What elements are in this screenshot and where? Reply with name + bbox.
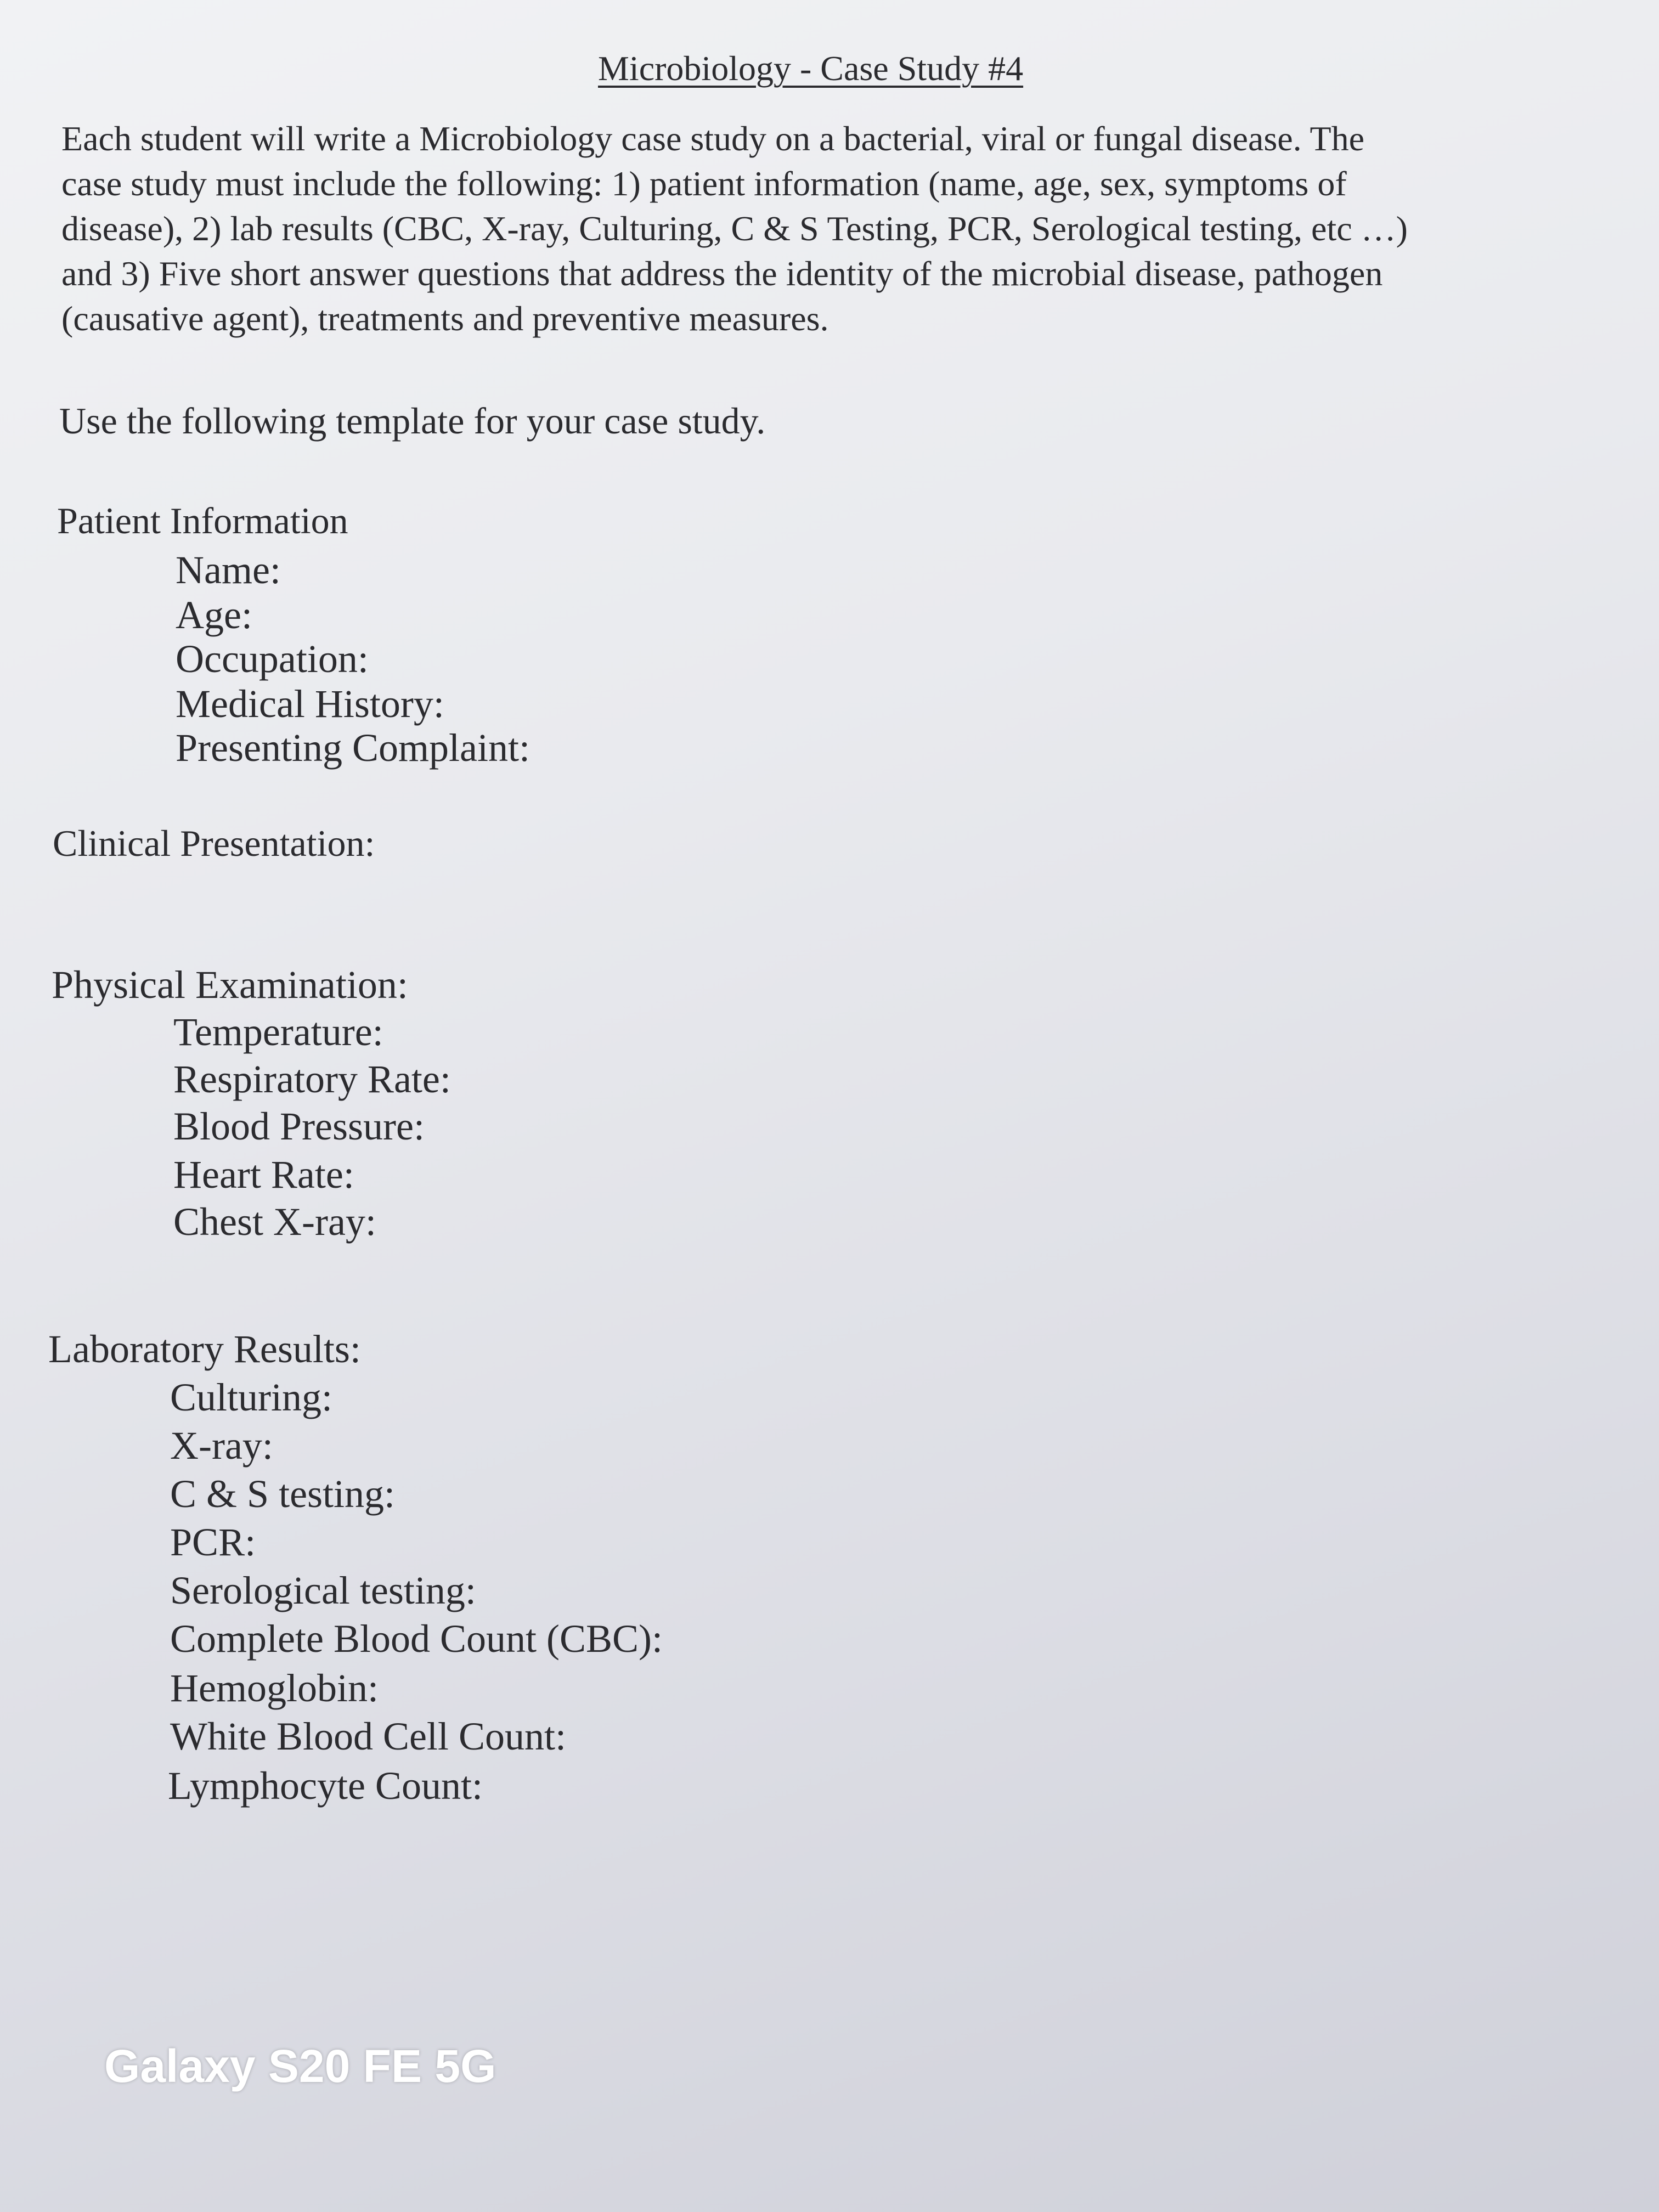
lab-results-heading: Laboratory Results:	[48, 1327, 361, 1371]
patient-medical-history-label: Medical History:	[176, 682, 444, 726]
intro-line: case study must include the following: 1) patient information (name, age, sex, symptoms of	[61, 164, 1347, 203]
respiratory-rate-label: Respiratory Rate:	[173, 1057, 451, 1101]
template-note: Use the following template for your case study.	[59, 400, 766, 442]
chest-xray-label: Chest X-ray:	[173, 1200, 376, 1244]
patient-age-label: Age:	[176, 593, 252, 637]
wbc-count-label: White Blood Cell Count:	[170, 1714, 566, 1758]
patient-name-label: Name:	[176, 548, 281, 592]
intro-paragraph	[61, 116, 1587, 341]
cbc-label: Complete Blood Count (CBC):	[170, 1617, 663, 1661]
camera-watermark: Galaxy S20 FE 5G	[104, 2040, 496, 2092]
heart-rate-label: Heart Rate:	[173, 1153, 354, 1197]
document-title: Microbiology - Case Study #4	[598, 49, 1024, 88]
intro-line: Each student will write a Microbiology case study on a bacterial, viral or fungal disease. The	[61, 119, 1364, 158]
xray-label: X-ray:	[170, 1424, 273, 1468]
hemoglobin-label: Hemoglobin:	[170, 1666, 379, 1710]
pcr-label: PCR:	[170, 1520, 256, 1564]
culturing-label: Culturing:	[170, 1375, 333, 1419]
intro-line: (causative agent), treatments and preventive measures.	[61, 299, 829, 338]
blood-pressure-label: Blood Pressure:	[173, 1104, 425, 1148]
intro-line: and 3) Five short answer questions that address the identity of the microbial disease, pathogen	[61, 254, 1383, 293]
clinical-presentation-heading: Clinical Presentation:	[53, 822, 375, 864]
cs-testing-label: C & S testing:	[170, 1472, 396, 1516]
patient-occupation-label: Occupation:	[176, 637, 369, 681]
patient-info-heading: Patient Information	[57, 500, 348, 541]
patient-presenting-complaint-label: Presenting Complaint:	[176, 726, 530, 770]
physical-exam-heading: Physical Examination:	[52, 963, 408, 1007]
lymphocyte-count-label: Lymphocyte Count:	[168, 1764, 483, 1808]
temperature-label: Temperature:	[173, 1010, 383, 1054]
intro-line: disease), 2) lab results (CBC, X-ray, Culturing, C & S Testing, PCR, Serological testing, etc …)	[61, 209, 1408, 248]
serological-testing-label: Serological testing:	[170, 1568, 476, 1612]
